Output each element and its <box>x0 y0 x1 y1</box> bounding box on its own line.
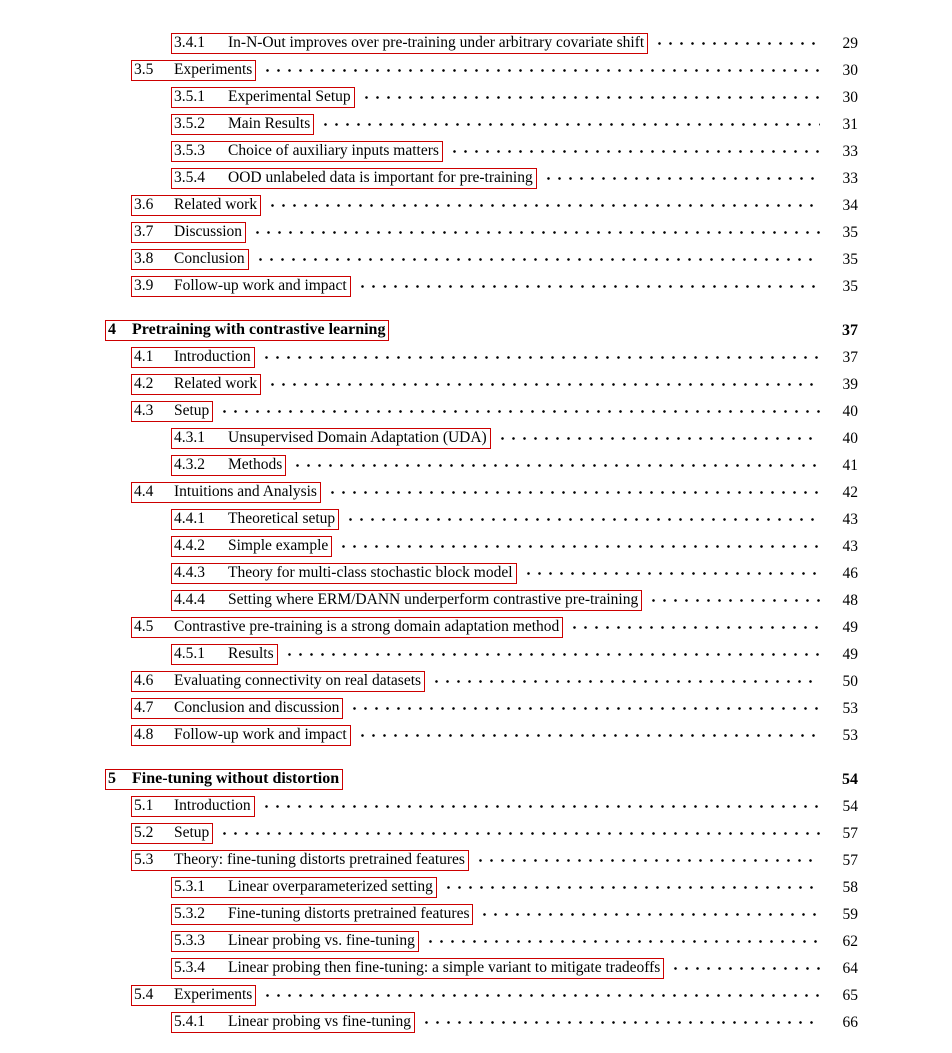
toc-entry <box>105 928 858 955</box>
toc-entry <box>105 847 858 874</box>
toc-link[interactable] <box>171 877 437 898</box>
dot-leader <box>267 376 820 393</box>
toc-entry <box>105 722 858 749</box>
dot-leader <box>219 825 820 842</box>
toc-entry <box>105 533 858 560</box>
toc-entry <box>105 479 858 506</box>
page-number: 59 <box>842 905 858 923</box>
entry-number: 4.4.2 <box>174 537 205 554</box>
page-number: 39 <box>842 375 858 393</box>
toc-link[interactable] <box>171 958 664 979</box>
entry-number: 4 <box>108 321 116 338</box>
toc-link[interactable] <box>105 320 389 341</box>
toc-entry <box>105 398 858 425</box>
entry-number: 5.3.2 <box>174 905 205 922</box>
entry-title: Linear probing vs. fine-tuning <box>228 932 415 949</box>
toc-link[interactable] <box>131 374 261 395</box>
dot-leader <box>262 987 820 1004</box>
page-number: 40 <box>842 402 858 420</box>
entry-title: Main Results <box>228 115 311 132</box>
entry-number: 3.5.4 <box>174 169 205 186</box>
toc-link[interactable] <box>131 482 321 503</box>
page-number: 57 <box>842 851 858 869</box>
toc-link[interactable] <box>171 33 648 54</box>
entry-number: 3.5 <box>134 61 154 78</box>
toc-entry <box>105 452 858 479</box>
toc-link[interactable] <box>131 850 469 871</box>
entry-number: 3.6 <box>134 196 154 213</box>
dot-leader <box>543 170 820 187</box>
toc-link[interactable] <box>171 644 278 665</box>
entry-number: 4.4 <box>134 483 154 500</box>
page-number: 54 <box>842 770 858 788</box>
entry-title: Setting where ERM/DANN underperform contrastive pre-training <box>228 591 639 608</box>
entry-title: Contrastive pre-training is a strong domain adaptation method <box>174 618 560 635</box>
page-number: 57 <box>842 824 858 842</box>
toc-entry <box>105 1009 858 1036</box>
toc-link[interactable] <box>131 347 255 368</box>
entry-number: 3.5.3 <box>174 142 205 159</box>
entry-title: Intuitions and Analysis <box>174 483 317 500</box>
page-number: 62 <box>842 932 858 950</box>
page-number: 37 <box>842 321 858 339</box>
dot-leader <box>345 511 820 528</box>
dot-leader <box>261 349 820 366</box>
page-number: 35 <box>842 223 858 241</box>
page-number: 43 <box>842 510 858 528</box>
page-number: 49 <box>842 618 858 636</box>
page-number: 53 <box>842 699 858 717</box>
entry-number: 4.4.3 <box>174 564 205 581</box>
dot-leader <box>252 224 820 241</box>
page-number: 65 <box>842 986 858 1004</box>
page-number: 58 <box>842 878 858 896</box>
page-number: 66 <box>842 1013 858 1031</box>
dot-leader <box>284 646 820 663</box>
dot-leader <box>292 457 820 474</box>
entry-number: 3.4.1 <box>174 34 205 51</box>
entry-title: Experimental Setup <box>228 88 351 105</box>
entry-number: 5 <box>108 770 116 787</box>
toc-entry <box>105 273 858 300</box>
entry-title: In-N-Out improves over pre-training under arbitrary covariate shift <box>228 34 645 51</box>
toc-entry <box>105 425 858 452</box>
entry-number: 4.5.1 <box>174 645 205 662</box>
entry-title: Conclusion <box>174 250 245 267</box>
entry-title: Methods <box>228 456 283 473</box>
entry-number: 5.3 <box>134 851 154 868</box>
entry-number: 4.4.4 <box>174 591 205 608</box>
entry-number: 5.3.1 <box>174 878 205 895</box>
dot-leader <box>262 62 820 79</box>
dot-leader <box>327 484 820 501</box>
entry-title: Theoretical setup <box>228 510 336 527</box>
toc-entry <box>105 138 858 165</box>
toc-link[interactable] <box>171 536 332 557</box>
toc-entry <box>105 111 858 138</box>
entry-number: 3.7 <box>134 223 154 240</box>
entry-title: Setup <box>174 824 210 841</box>
toc-entry <box>105 641 858 668</box>
toc-link[interactable] <box>131 249 249 270</box>
toc-entry <box>105 695 858 722</box>
toc-entry <box>105 668 858 695</box>
page-number: 33 <box>842 169 858 187</box>
dot-leader <box>569 619 820 636</box>
page-number: 35 <box>842 277 858 295</box>
entry-number: 3.5.1 <box>174 88 205 105</box>
toc <box>105 0 858 1036</box>
page-number: 34 <box>842 196 858 214</box>
entry-number: 5.4.1 <box>174 1013 205 1030</box>
entry-title: Introduction <box>174 348 251 365</box>
toc-entry <box>105 371 858 398</box>
toc-link[interactable] <box>171 563 517 584</box>
entry-number: 3.8 <box>134 250 154 267</box>
entry-title: Linear probing vs fine-tuning <box>228 1013 411 1030</box>
page-number: 54 <box>842 797 858 815</box>
entry-title: Experiments <box>174 986 253 1003</box>
entry-title: Discussion <box>174 223 243 240</box>
entry-number: 4.3 <box>134 402 154 419</box>
toc-entry <box>105 982 858 1009</box>
entry-number: 4.3.1 <box>174 429 205 446</box>
dot-leader <box>475 852 820 869</box>
page-number: 41 <box>842 456 858 474</box>
dot-leader <box>395 322 820 339</box>
entry-title: Conclusion and discussion <box>174 699 340 716</box>
toc-link[interactable] <box>171 509 339 530</box>
entry-title: Linear probing then fine-tuning: a simple variant to mitigate tradeoffs <box>228 959 661 976</box>
toc-link[interactable] <box>131 698 343 719</box>
dot-leader <box>523 565 820 582</box>
toc-link[interactable] <box>105 769 343 790</box>
page-number: 48 <box>842 591 858 609</box>
entry-number: 4.1 <box>134 348 154 365</box>
toc-entry <box>105 30 858 57</box>
page-number: 46 <box>842 564 858 582</box>
toc-link[interactable] <box>171 455 286 476</box>
dot-leader <box>219 403 820 420</box>
entry-number: 5.1 <box>134 797 154 814</box>
entry-number: 3.5.2 <box>174 115 205 132</box>
toc-entry <box>105 246 858 273</box>
dot-leader <box>443 879 820 896</box>
entry-number: 4.2 <box>134 375 154 392</box>
dot-leader <box>425 933 820 950</box>
toc-entry <box>105 165 858 192</box>
entry-title: Theory: fine-tuning distorts pretrained features <box>174 851 465 868</box>
entry-title: Linear overparameterized setting <box>228 878 433 895</box>
toc-link[interactable] <box>171 141 443 162</box>
entry-number: 3.9 <box>134 277 154 294</box>
dot-leader <box>449 143 820 160</box>
toc-link[interactable] <box>131 401 213 422</box>
toc-entry <box>105 766 858 793</box>
dot-leader <box>349 771 820 788</box>
entry-title: OOD unlabeled data is important for pre-training <box>228 169 533 186</box>
dot-leader <box>479 906 820 923</box>
toc-link[interactable] <box>171 168 537 189</box>
toc-link[interactable] <box>171 931 419 952</box>
entry-number: 4.6 <box>134 672 154 689</box>
toc-link[interactable] <box>131 222 246 243</box>
toc-link[interactable] <box>171 87 355 108</box>
entry-title: Experiments <box>174 61 253 78</box>
toc-entry <box>105 793 858 820</box>
toc-entry <box>105 614 858 641</box>
toc-link[interactable] <box>171 904 473 925</box>
toc-link[interactable] <box>171 1012 415 1033</box>
entry-title: Follow-up work and impact <box>174 726 347 743</box>
toc-link[interactable] <box>131 671 425 692</box>
dot-leader <box>670 960 820 977</box>
dot-leader <box>361 89 820 106</box>
toc-link[interactable] <box>131 725 351 746</box>
toc-link[interactable] <box>131 276 351 297</box>
page-number: 53 <box>842 726 858 744</box>
entry-number: 5.4 <box>134 986 154 1003</box>
page-number: 30 <box>842 88 858 106</box>
page-number: 50 <box>842 672 858 690</box>
dot-leader <box>338 538 820 555</box>
entry-title: Theory for multi-class stochastic block model <box>228 564 513 581</box>
toc-entry <box>105 57 858 84</box>
toc-link[interactable] <box>171 428 491 449</box>
dot-leader <box>320 116 820 133</box>
entry-title: Pretraining with contrastive learning <box>132 321 386 338</box>
entry-title: Fine-tuning without distortion <box>132 770 340 787</box>
toc-entry <box>105 344 858 371</box>
page-number: 49 <box>842 645 858 663</box>
dot-leader <box>357 727 820 744</box>
page-number: 29 <box>842 34 858 52</box>
entry-number: 5.3.3 <box>174 932 205 949</box>
page-number: 43 <box>842 537 858 555</box>
entry-title: Unsupervised Domain Adaptation (UDA) <box>228 429 487 446</box>
page-number: 64 <box>842 959 858 977</box>
entry-title: Results <box>228 645 274 662</box>
toc-entry <box>105 587 858 614</box>
dot-leader <box>255 251 820 268</box>
entry-title: Simple example <box>228 537 329 554</box>
toc-entry <box>105 506 858 533</box>
dot-leader <box>261 798 820 815</box>
toc-link[interactable] <box>131 985 256 1006</box>
dot-leader <box>349 700 820 717</box>
dot-leader <box>421 1014 820 1031</box>
entry-number: 4.8 <box>134 726 154 743</box>
entry-title: Introduction <box>174 797 251 814</box>
page-number: 40 <box>842 429 858 447</box>
entry-number: 4.3.2 <box>174 456 205 473</box>
toc-link[interactable] <box>131 796 255 817</box>
toc-entry <box>105 820 858 847</box>
dot-leader <box>654 35 820 52</box>
toc-link[interactable] <box>171 114 314 135</box>
toc-entry <box>105 901 858 928</box>
entry-title: Setup <box>174 402 210 419</box>
toc-link[interactable] <box>131 823 213 844</box>
page-number: 42 <box>842 483 858 501</box>
entry-title: Follow-up work and impact <box>174 277 347 294</box>
entry-title: Choice of auxiliary inputs matters <box>228 142 439 159</box>
toc-entry <box>105 84 858 111</box>
toc-link[interactable] <box>131 60 256 81</box>
page-number: 35 <box>842 250 858 268</box>
entry-title: Fine-tuning distorts pretrained features <box>228 905 470 922</box>
entry-number: 5.2 <box>134 824 154 841</box>
dot-leader <box>431 673 820 690</box>
entry-number: 5.3.4 <box>174 959 205 976</box>
dot-leader <box>648 592 820 609</box>
dot-leader <box>497 430 820 447</box>
toc-entry <box>105 955 858 982</box>
toc-link[interactable] <box>171 590 642 611</box>
toc-link[interactable] <box>131 617 563 638</box>
toc-entry <box>105 560 858 587</box>
toc-entry <box>105 874 858 901</box>
toc-entry <box>105 219 858 246</box>
page-number: 33 <box>842 142 858 160</box>
toc-link[interactable] <box>131 195 261 216</box>
entry-number: 4.4.1 <box>174 510 205 527</box>
toc-entry <box>105 192 858 219</box>
entry-title: Related work <box>174 375 258 392</box>
entry-title: Related work <box>174 196 258 213</box>
dot-leader <box>357 278 820 295</box>
page-number: 30 <box>842 61 858 79</box>
entry-number: 4.7 <box>134 699 154 716</box>
entry-number: 4.5 <box>134 618 154 635</box>
page-number: 31 <box>842 115 858 133</box>
dot-leader <box>267 197 820 214</box>
toc-entry <box>105 317 858 344</box>
entry-title: Evaluating connectivity on real datasets <box>174 672 422 689</box>
page-number: 37 <box>842 348 858 366</box>
